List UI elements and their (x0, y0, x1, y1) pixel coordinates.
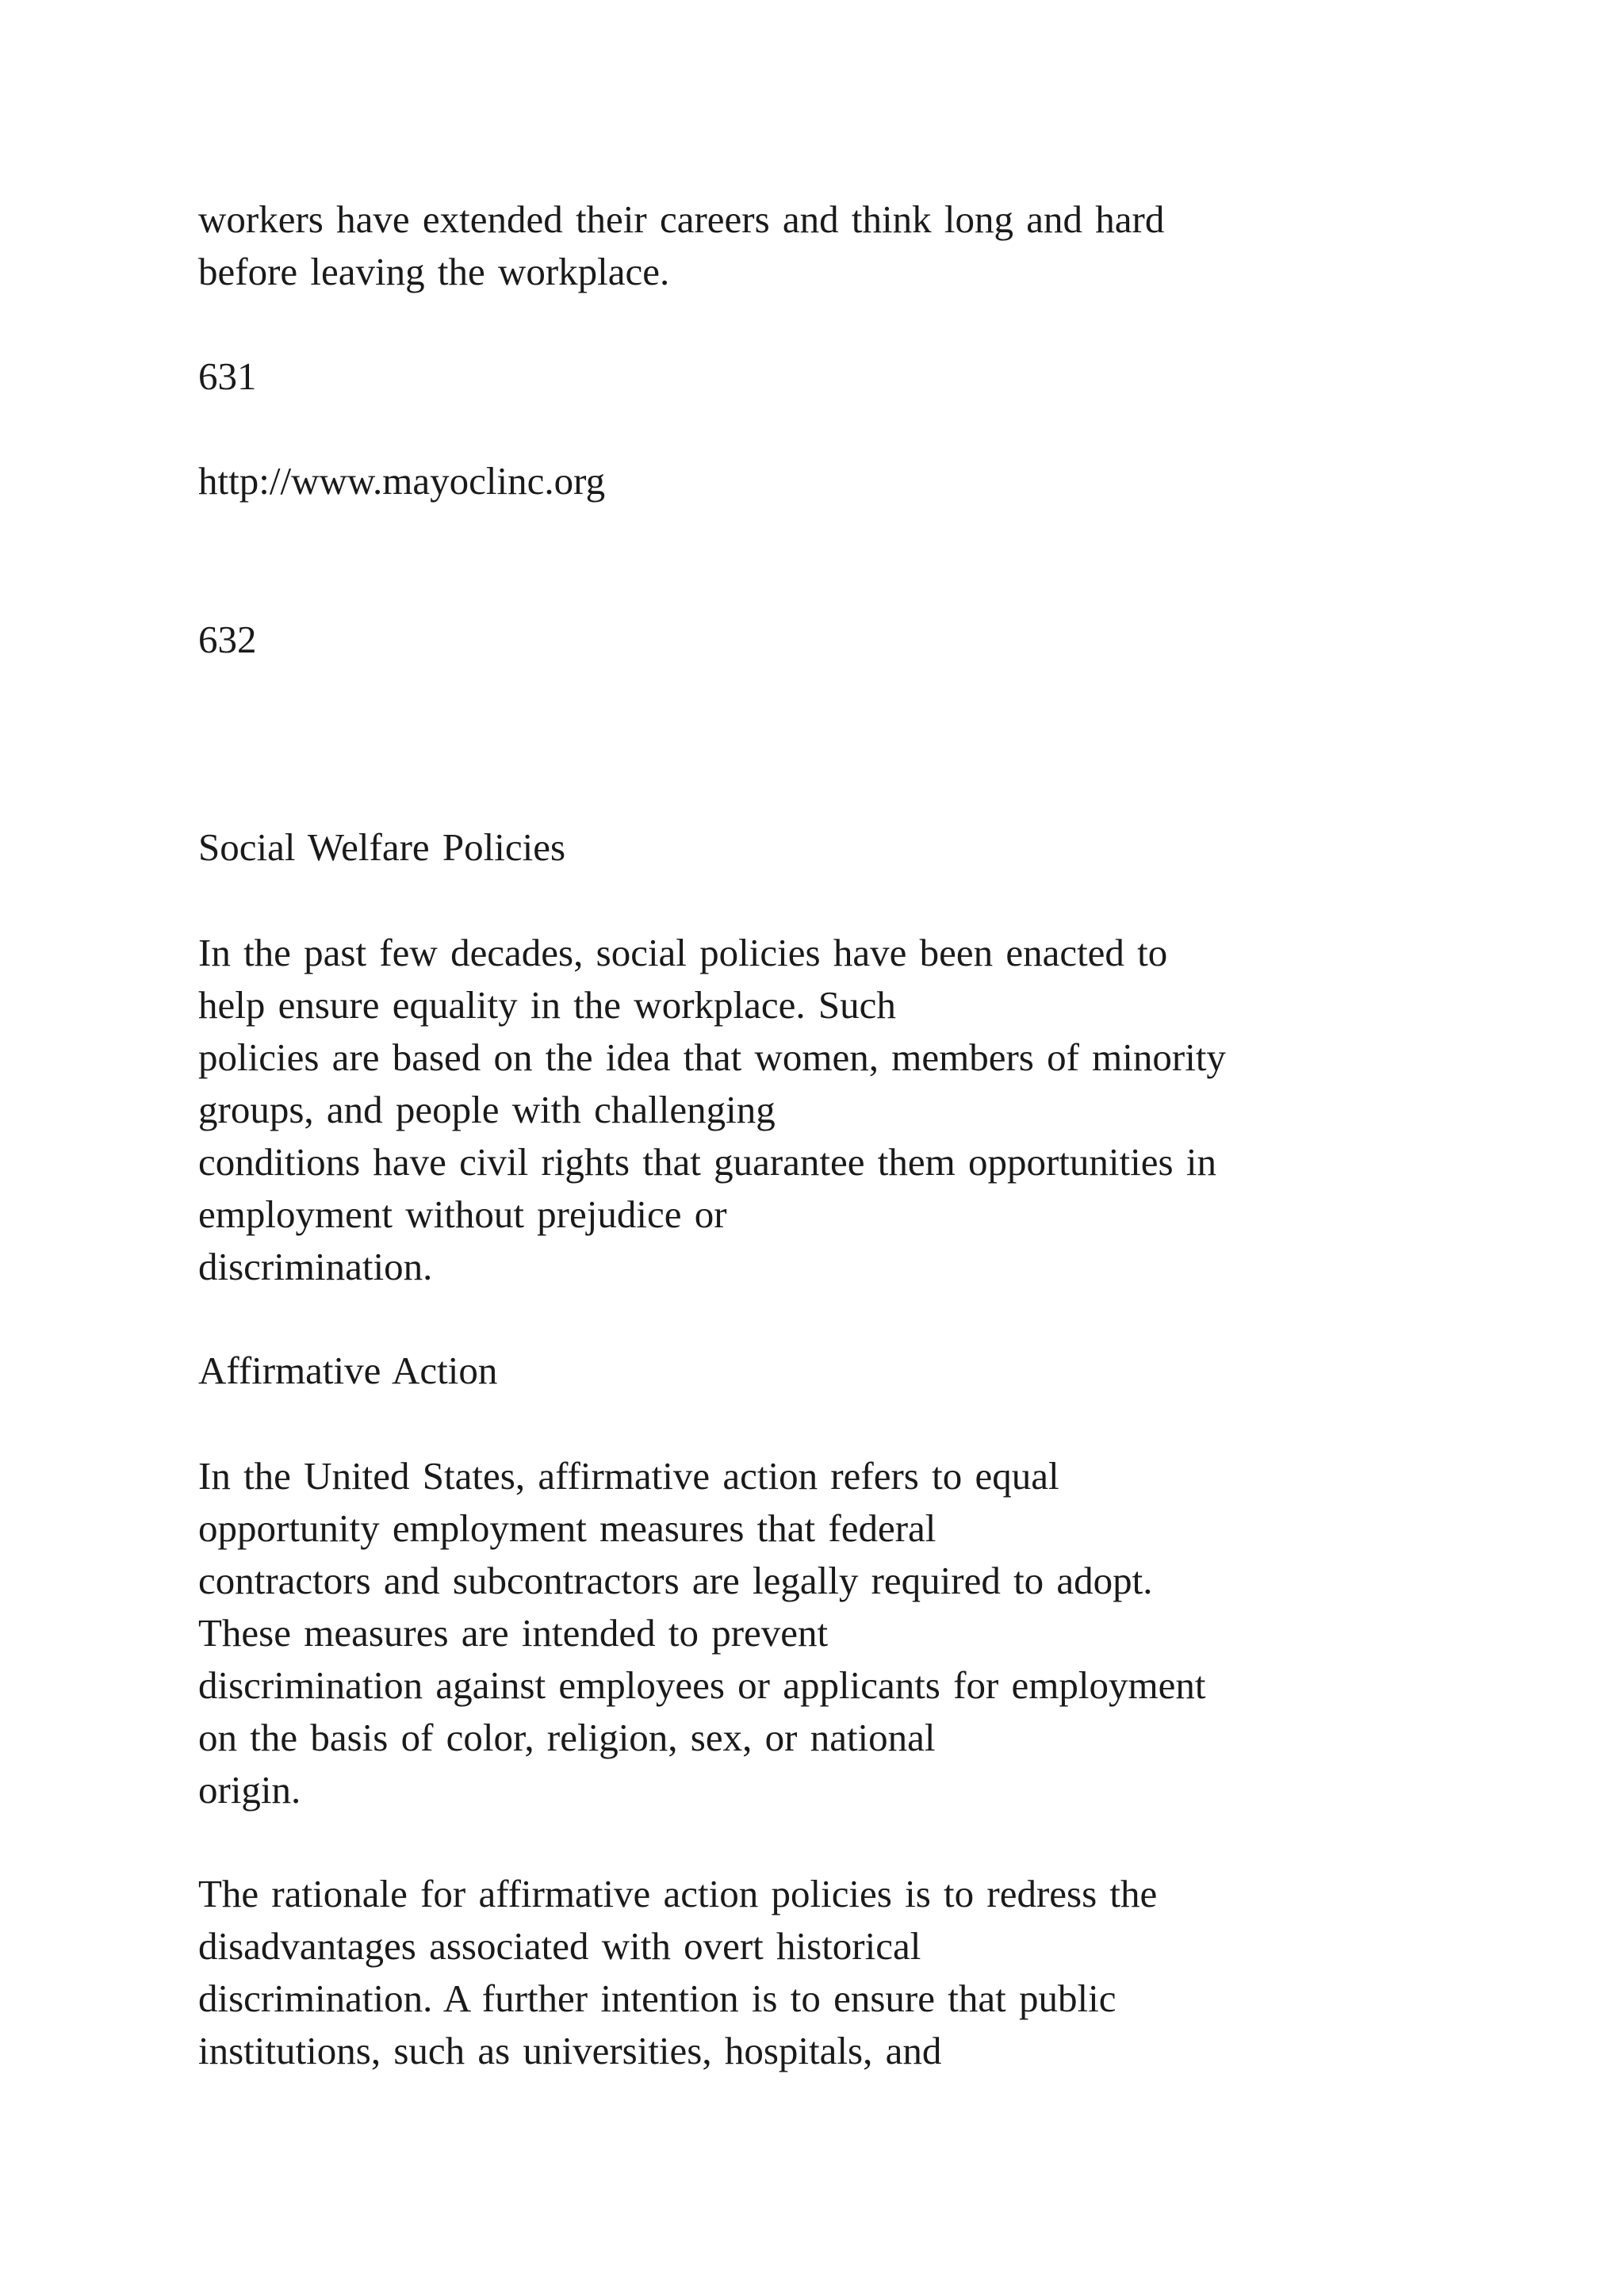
text-line: discrimination. A further intention is to ensure that public (198, 1976, 1116, 2020)
text-line: The rationale for affirmative action policies is to redress the (198, 1872, 1158, 1915)
text-line: institutions, such as universities, hospitals, and (198, 2029, 942, 2072)
text-line: policies are based on the idea that women, members of minority (198, 1035, 1226, 1079)
page-number: 632 (198, 618, 257, 661)
text-line: disadvantages associated with overt historical (198, 1924, 921, 1968)
text-line: workers have extended their careers and think long and hard (198, 197, 1165, 241)
page-number: 631 (198, 354, 257, 398)
text-line: In the past few decades, social policies have been enacted to (198, 931, 1168, 974)
text-line: groups, and people with challenging (198, 1088, 776, 1131)
text-line: opportunity employment measures that federal (198, 1506, 936, 1550)
url-text: http://www.mayoclinc.org (198, 459, 606, 503)
text-line: In the United States, affirmative action refers to equal (198, 1454, 1059, 1498)
section-heading: Affirmative Action (198, 1349, 498, 1392)
text-line: conditions have civil rights that guarantee them opportunities in (198, 1140, 1216, 1184)
text-line: help ensure equality in the workplace. Such (198, 983, 896, 1027)
text-line: discrimination. (198, 1245, 433, 1288)
text-line: employment without prejudice or (198, 1192, 727, 1236)
text-line: discrimination against employees or applicants for employment (198, 1663, 1206, 1707)
text-line: These measures are intended to prevent (198, 1611, 829, 1655)
text-line: before leaving the workplace. (198, 250, 670, 293)
text-line: contractors and subcontractors are legally required to adopt. (198, 1559, 1153, 1602)
text-line: on the basis of color, religion, sex, or national (198, 1716, 936, 1759)
text-line: origin. (198, 1768, 301, 1812)
section-heading: Social Welfare Policies (198, 825, 566, 869)
